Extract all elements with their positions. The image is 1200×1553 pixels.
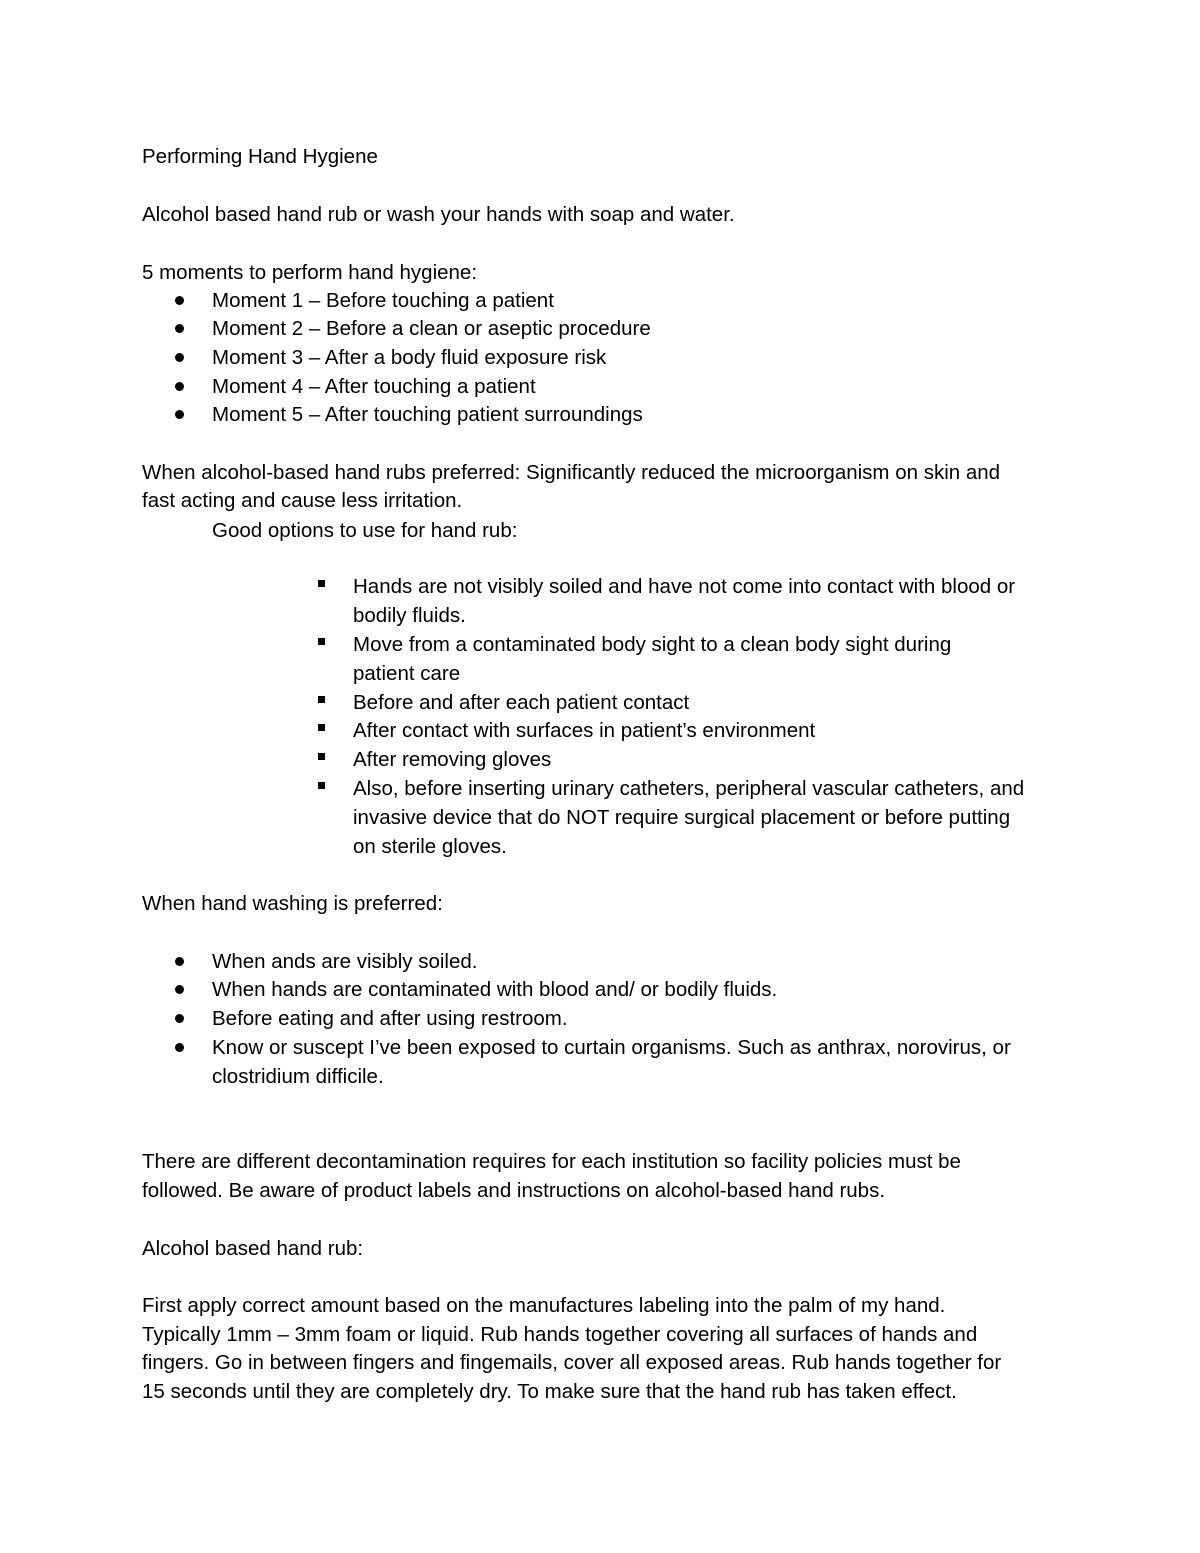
list-item-continuation: patient care [353, 662, 461, 685]
rub-preferred-line-1: When alcohol-based hand rubs preferred: Significantly reduced the microorganism on skin and [142, 461, 1001, 484]
bullet-icon [175, 1043, 184, 1052]
washing-heading: When hand washing is preferred: [142, 892, 443, 915]
bullet-icon [175, 353, 184, 362]
intro-paragraph: Alcohol based hand rub or wash your hands with soap and water. [142, 203, 735, 226]
square-bullet-icon [318, 724, 325, 731]
list-item: Moment 4 – After touching a patient [212, 375, 536, 398]
rub-procedure-line-2: Typically 1mm – 3mm foam or liquid. Rub hands together covering all surfaces of hands and [142, 1323, 978, 1346]
rub-procedure-line-1: First apply correct amount based on the manufactures labeling into the palm of my hand. [142, 1294, 946, 1317]
list-item: Moment 2 – Before a clean or aseptic procedure [212, 317, 651, 340]
bullet-icon [175, 382, 184, 391]
square-bullet-icon [318, 580, 325, 587]
rub-procedure-heading: Alcohol based hand rub: [142, 1237, 364, 1260]
list-item: Moment 5 – After touching patient surroundings [212, 403, 643, 426]
decontamination-line-2: followed. Be aware of product labels and instructions on alcohol-based hand rubs. [142, 1179, 886, 1202]
rub-options-heading: Good options to use for hand rub: [212, 519, 518, 542]
bullet-icon [175, 957, 184, 966]
list-item-continuation: clostridium difficile. [212, 1065, 384, 1088]
list-item: Before eating and after using restroom. [212, 1007, 568, 1030]
rub-procedure-line-3: fingers. Go in between fingers and fingemails, cover all exposed areas. Rub hands together for [142, 1351, 1002, 1374]
list-item: Hands are not visibly soiled and have not come into contact with blood or [353, 575, 1016, 598]
bullet-icon [175, 324, 184, 333]
list-item-continuation: bodily fluids. [353, 604, 466, 627]
square-bullet-icon [318, 696, 325, 703]
list-item: Moment 3 – After a body fluid exposure risk [212, 346, 607, 369]
list-item: Move from a contaminated body sight to a clean body sight during [353, 633, 952, 656]
bullet-icon [175, 296, 184, 305]
list-item: Know or suscept I’ve been exposed to curtain organisms. Such as anthrax, norovirus, or [212, 1036, 1011, 1059]
list-item: When hands are contaminated with blood and/ or bodily fluids. [212, 978, 778, 1001]
bullet-icon [175, 985, 184, 994]
list-item-continuation: invasive device that do NOT require surgical placement or before putting [353, 806, 1011, 829]
page-title: Performing Hand Hygiene [142, 145, 378, 168]
decontamination-line-1: There are different decontamination requires for each institution so facility policies must be [142, 1150, 961, 1173]
square-bullet-icon [318, 753, 325, 760]
list-item: Also, before inserting urinary catheters, peripheral vascular catheters, and [353, 777, 1025, 800]
moments-heading: 5 moments to perform hand hygiene: [142, 261, 478, 284]
square-bullet-icon [318, 638, 325, 645]
square-bullet-icon [318, 782, 325, 789]
bullet-icon [175, 1014, 184, 1023]
list-item: After removing gloves [353, 748, 552, 771]
list-item-continuation: on sterile gloves. [353, 835, 507, 858]
bullet-icon [175, 410, 184, 419]
rub-procedure-line-4: 15 seconds until they are completely dry. To make sure that the hand rub has taken effect. [142, 1380, 957, 1403]
rub-preferred-line-2: fast acting and cause less irritation. [142, 489, 463, 512]
list-item: After contact with surfaces in patient’s environment [353, 719, 816, 742]
list-item: Moment 1 – Before touching a patient [212, 289, 554, 312]
list-item: When ands are visibly soiled. [212, 950, 478, 973]
list-item: Before and after each patient contact [353, 691, 690, 714]
